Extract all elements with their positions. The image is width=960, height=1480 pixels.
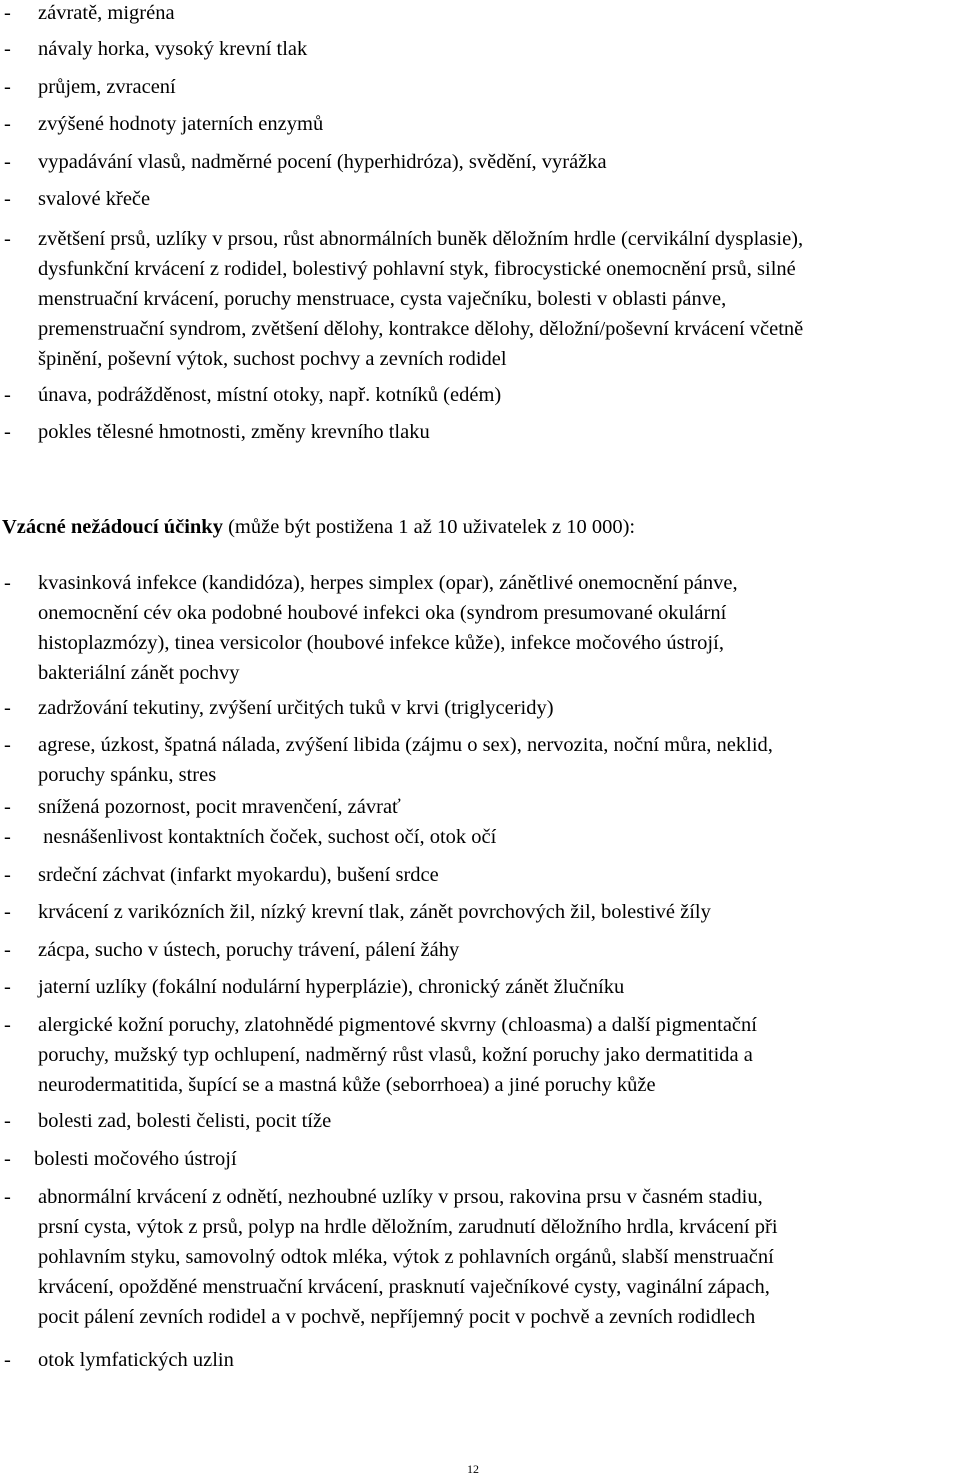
list-item-text: závratě, migréna [38, 2, 175, 24]
section-heading [2, 512, 960, 542]
bullet-dash: - [4, 1349, 11, 1371]
list-item-text: kvasinková infekce (kandidóza), herpes simplex (opar), zánětlivé onemocnění pánve, [38, 572, 738, 594]
bullet-dash: - [4, 188, 11, 210]
list-item-text: krvácení z varikózních žil, nízký krevní tlak, zánět povrchových žil, bolestivé žíly [38, 901, 711, 923]
bullet-dash: - [4, 2, 11, 24]
list-item-text: premenstruační syndrom, zvětšení dělohy, kontrakce dělohy, děložní/poševní krvácení včetně [38, 318, 804, 340]
bullet-dash: - [4, 1148, 11, 1170]
list-item-text: poruchy spánku, stres [38, 764, 217, 786]
page-number: 12 [467, 1462, 479, 1476]
bullet-dash: - [4, 734, 11, 756]
bullet-dash: - [4, 976, 11, 998]
list-item-text: zácpa, sucho v ústech, poruchy trávení, pálení žáhy [38, 939, 460, 961]
bullet-dash: - [4, 1110, 11, 1132]
list-item-text: pocit pálení zevních rodidel a v pochvě, nepříjemný pocit v pochvě a zevních rodidlech [38, 1306, 756, 1328]
list-item-text: svalové křeče [38, 188, 151, 210]
list-item-text: alergické kožní poruchy, zlatohnědé pigmentové skvrny (chloasma) a další pigmentační [38, 1014, 757, 1036]
bullet-dash: - [4, 38, 11, 60]
list-item-text: únava, podrážděnost, místní otoky, např. kotníků (edém) [38, 384, 502, 406]
section-heading-text: (může být postižena 1 až 10 uživatelek z 10 000): [222, 516, 636, 538]
list-item-text: onemocnění cév oka podobné houbové infekci oka (syndrom presumované okulární [38, 602, 727, 624]
bullet-dash: - [4, 826, 11, 848]
bullet-dash: - [4, 1186, 11, 1208]
list-item-text: zadržování tekutiny, zvýšení určitých tuků v krvi (triglyceridy) [38, 697, 554, 719]
bullet-dash: - [4, 228, 11, 250]
list-item-text: průjem, zvracení [38, 76, 176, 98]
list-item-text: zvýšené hodnoty jaterních enzymů [38, 113, 324, 135]
list-item-text: agrese, úzkost, špatná nálada, zvýšení libida (zájmu o sex), nervozita, noční můra, neklid, [38, 734, 773, 756]
bullet-dash: - [4, 76, 11, 98]
list-item-text: bakteriální zánět pochvy [38, 662, 240, 684]
list-item-text: nesnášenlivost kontaktních čoček, suchost očí, otok očí [38, 826, 497, 848]
list-item-text: poruchy, mužský typ ochlupení, nadměrný růst vlasů, kožní poruchy jako dermatitida a [38, 1044, 753, 1066]
bullet-dash: - [4, 421, 11, 443]
list-item-text: špinění, poševní výtok, suchost pochvy a zevních rodidel [38, 348, 507, 370]
bullet-dash: - [4, 1014, 11, 1036]
list-item-text: návaly horka, vysoký krevní tlak [38, 38, 308, 60]
list-item-text: pohlavním styku, samovolný odtok mléka, výtok z pohlavních orgánů, slabší menstruační [38, 1246, 774, 1268]
list-item-text: menstruační krvácení, poruchy menstruace, cysta vaječníku, bolesti v oblasti pánve, [38, 288, 727, 310]
list-item-text: snížená pozornost, pocit mravenčení, závrať [38, 796, 401, 818]
list-item-text: neurodermatitida, šupící se a mastná kůže (seborrhoea) a jiné poruchy kůže [38, 1074, 656, 1096]
list-item-text: bolesti močového ústrojí [34, 1148, 237, 1170]
list-item-text: dysfunkční krvácení z rodidel, bolestivý pohlavní styk, fibrocystické onemocnění prsů, silné [38, 258, 796, 280]
bullet-dash: - [4, 572, 11, 594]
bullet-dash: - [4, 151, 11, 173]
list-item-text: krvácení, opožděné menstruační krvácení, prasknutí vaječníkové cysty, vaginální zápach, [38, 1276, 770, 1298]
bullet-dash: - [4, 901, 11, 923]
list-item-text: histoplazmózy), tinea versicolor (houbové infekce kůže), infekce močového ústrojí, [38, 632, 724, 654]
list-item-text: abnormální krvácení z odnětí, nezhoubné uzlíky v prsou, rakovina prsu v časném stadiu, [38, 1186, 763, 1208]
bullet-dash: - [4, 697, 11, 719]
section-heading-bold: Vzácné nežádoucí účinky [2, 516, 223, 538]
list-item-text: vypadávání vlasů, nadměrné pocení (hyperhidróza), svědění, vyrážka [38, 151, 607, 173]
list-item-text: pokles tělesné hmotnosti, změny krevního tlaku [38, 421, 430, 443]
list-item-text: otok lymfatických uzlin [38, 1349, 234, 1371]
bullet-dash: - [4, 864, 11, 886]
bullet-dash: - [4, 113, 11, 135]
list-item-text: srdeční záchvat (infarkt myokardu), bušení srdce [38, 864, 439, 886]
list-item-text: prsní cysta, výtok z prsů, polyp na hrdle děložním, zarudnutí děložního hrdla, krvácení při [38, 1216, 778, 1238]
bullet-dash: - [4, 384, 11, 406]
bullet-dash: - [4, 796, 11, 818]
bullet-dash: - [4, 939, 11, 961]
list-item-text: bolesti zad, bolesti čelisti, pocit tíže [38, 1110, 332, 1132]
list-item-text: jaterní uzlíky (fokální nodulární hyperplázie), chronický zánět žlučníku [38, 976, 625, 998]
list-item-text: zvětšení prsů, uzlíky v prsou, růst abnormálních buněk děložním hrdle (cervikální dysplasie), [38, 228, 804, 250]
